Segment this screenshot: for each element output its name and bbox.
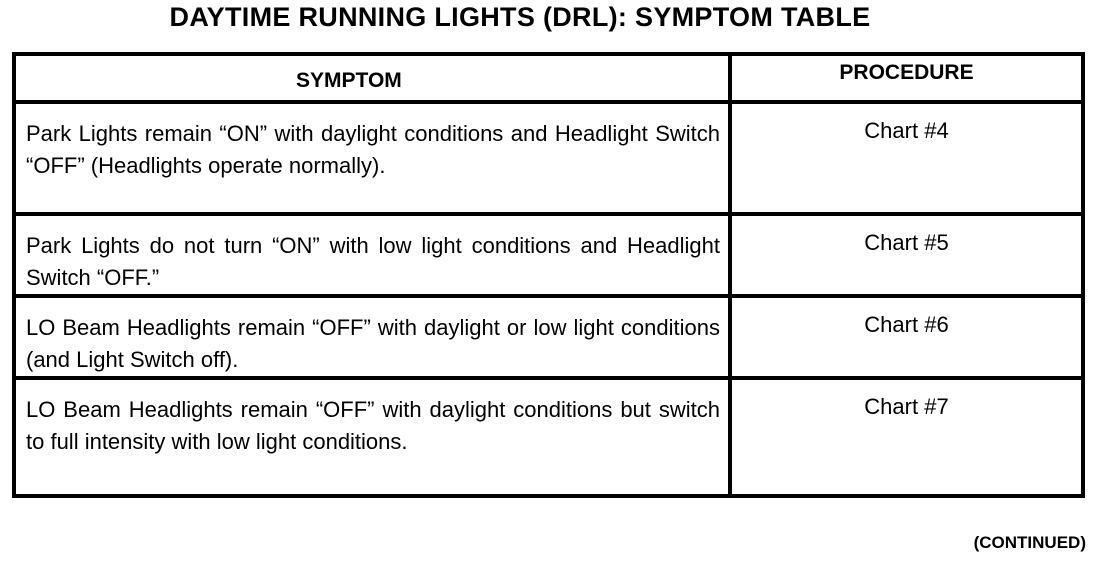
- table-row-4-procedure: Chart #7: [864, 394, 949, 419]
- page-title: DAYTIME RUNNING LIGHTS (DRL): SYMPTOM TABLE: [169, 2, 871, 32]
- header-divider: [16, 100, 1081, 104]
- symptom-column-header: SYMPTOM: [296, 69, 402, 92]
- table-row-1-procedure: Chart #4: [864, 118, 949, 143]
- row-divider-3: [16, 376, 1081, 380]
- continued-note: (CONTINUED): [973, 533, 1086, 552]
- symptom-table: [12, 52, 1085, 498]
- table-row-1-symptom: Park Lights remain “ON” with daylight conditions and Headlight Switch “OFF” (Headlights operate normally).: [26, 121, 720, 178]
- table-row-2-symptom: Park Lights do not turn “ON” with low light conditions and Headlight Switch “OFF.”: [26, 233, 720, 290]
- row-divider-1: [16, 212, 1081, 216]
- table-row-2-procedure: Chart #5: [864, 230, 949, 255]
- table-row-4-symptom: LO Beam Headlights remain “OFF” with daylight conditions but switch to full intensity with low light conditions.: [26, 397, 720, 454]
- procedure-column-header: PROCEDURE: [839, 61, 974, 84]
- table-row-3-symptom: LO Beam Headlights remain “OFF” with daylight or low light conditions (and Light Switch off).: [26, 315, 720, 372]
- row-divider-2: [16, 294, 1081, 298]
- table-row-3-procedure: Chart #6: [864, 312, 949, 337]
